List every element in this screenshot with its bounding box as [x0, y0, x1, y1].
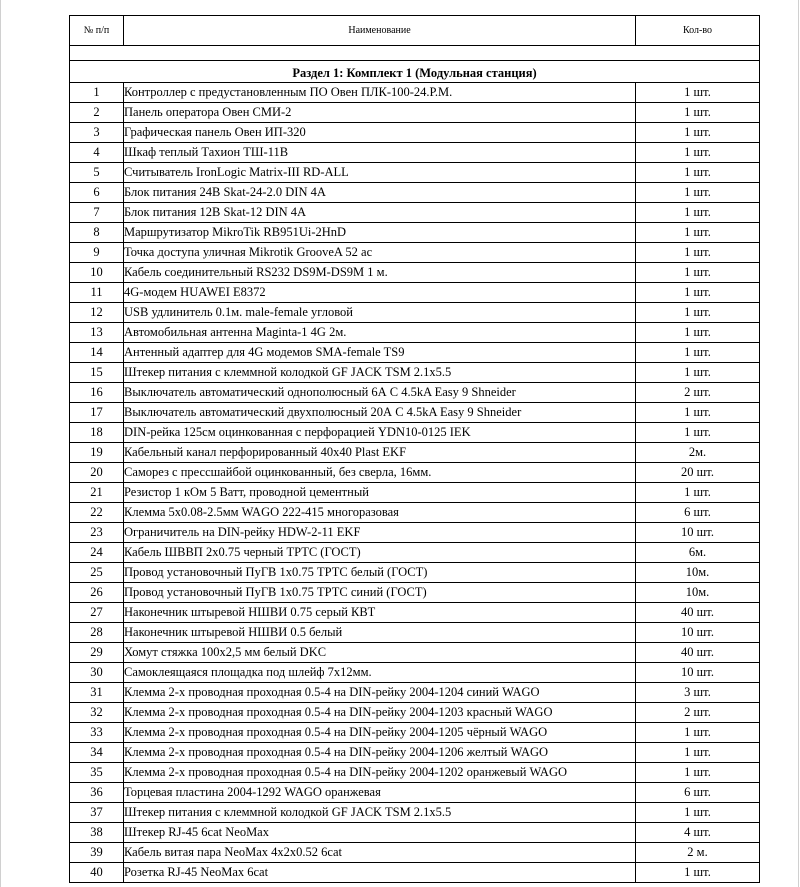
row-name: Штекер питания с клеммной колодкой GF JACK TSM 2.1x5.5 — [124, 363, 636, 383]
row-name: Кабель витая пара NeoMax 4x2x0.52 6cat — [124, 843, 636, 863]
row-quantity: 10м. — [636, 583, 760, 603]
row-name: Автомобильная антенна Maginta-1 4G 2м. — [124, 323, 636, 343]
row-quantity: 10 шт. — [636, 663, 760, 683]
row-name: Торцевая пластина 2004-1292 WAGO оранжевая — [124, 783, 636, 803]
row-quantity: 1 шт. — [636, 143, 760, 163]
table-row — [70, 363, 760, 383]
row-quantity: 40 шт. — [636, 603, 760, 623]
row-number: 2 — [70, 103, 124, 123]
table-row — [70, 403, 760, 423]
table-row — [70, 523, 760, 543]
row-quantity: 1 шт. — [636, 223, 760, 243]
table-row — [70, 223, 760, 243]
header-number: № п/п — [70, 16, 124, 46]
row-number: 31 — [70, 683, 124, 703]
row-name: Хомут стяжка 100х2,5 мм белый DKC — [124, 643, 636, 663]
spacer-cell — [70, 46, 760, 61]
row-quantity: 1 шт. — [636, 763, 760, 783]
row-name: Розетка RJ-45 NeoMax 6cat — [124, 863, 636, 883]
row-quantity: 1 шт. — [636, 743, 760, 763]
row-number: 19 — [70, 443, 124, 463]
row-quantity: 20 шт. — [636, 463, 760, 483]
row-number: 21 — [70, 483, 124, 503]
table-row — [70, 803, 760, 823]
row-name: Кабель соединительный RS232 DS9M-DS9M 1 м. — [124, 263, 636, 283]
row-number: 27 — [70, 603, 124, 623]
row-number: 38 — [70, 823, 124, 843]
row-number: 16 — [70, 383, 124, 403]
table-row — [70, 163, 760, 183]
table-row — [70, 583, 760, 603]
row-quantity: 1 шт. — [636, 863, 760, 883]
row-quantity: 6м. — [636, 543, 760, 563]
row-quantity: 1 шт. — [636, 163, 760, 183]
row-number: 6 — [70, 183, 124, 203]
table-row — [70, 323, 760, 343]
row-number: 20 — [70, 463, 124, 483]
table-row — [70, 723, 760, 743]
row-name: 4G-модем HUAWEI E8372 — [124, 283, 636, 303]
row-number: 39 — [70, 843, 124, 863]
row-name: Наконечник штыревой НШВИ 0.5 белый — [124, 623, 636, 643]
row-quantity: 1 шт. — [636, 403, 760, 423]
row-number: 34 — [70, 743, 124, 763]
row-name: Клемма 2-х проводная проходная 0.5-4 на DIN-рейку 2004-1204 синий WAGO — [124, 683, 636, 703]
row-quantity: 1 шт. — [636, 723, 760, 743]
spacer-row — [70, 46, 760, 61]
table-row — [70, 763, 760, 783]
row-name: Резистор 1 кОм 5 Ватт, проводной цементный — [124, 483, 636, 503]
row-number: 23 — [70, 523, 124, 543]
row-name: Точка доступа уличная Mikrotik GrooveA 52 ac — [124, 243, 636, 263]
table-row — [70, 343, 760, 363]
row-name: Ограничитель на DIN-рейку HDW-2-11 EKF — [124, 523, 636, 543]
row-number: 9 — [70, 243, 124, 263]
table-row — [70, 203, 760, 223]
row-name: Блок питания 12В Skat-12 DIN 4A — [124, 203, 636, 223]
table-header-row — [70, 16, 760, 46]
row-name: USB удлинитель 0.1м. male-female угловой — [124, 303, 636, 323]
row-name: DIN-рейка 125см оцинкованная с перфорацией YDN10-0125 IEK — [124, 423, 636, 443]
row-name: Кабельный канал перфорированный 40х40 Plast EKF — [124, 443, 636, 463]
table-row — [70, 123, 760, 143]
row-number: 30 — [70, 663, 124, 683]
table-row — [70, 743, 760, 763]
row-name: Панель оператора Овен СМИ-2 — [124, 103, 636, 123]
row-name: Считыватель IronLogic Matrix-III RD-ALL — [124, 163, 636, 183]
table-row — [70, 183, 760, 203]
row-number: 25 — [70, 563, 124, 583]
table-row — [70, 683, 760, 703]
table-row — [70, 503, 760, 523]
row-name: Штекер RJ-45 6cat NeoMax — [124, 823, 636, 843]
row-quantity: 1 шт. — [636, 103, 760, 123]
table-row — [70, 283, 760, 303]
table-row — [70, 263, 760, 283]
row-number: 33 — [70, 723, 124, 743]
row-number: 35 — [70, 763, 124, 783]
row-number: 13 — [70, 323, 124, 343]
row-quantity: 10м. — [636, 563, 760, 583]
row-quantity: 40 шт. — [636, 643, 760, 663]
row-quantity: 1 шт. — [636, 283, 760, 303]
header-quantity: Кол-во — [636, 16, 760, 46]
table-row — [70, 823, 760, 843]
row-number: 3 — [70, 123, 124, 143]
row-name: Клемма 2-х проводная проходная 0.5-4 на DIN-рейку 2004-1203 красный WAGO — [124, 703, 636, 723]
page-left-border — [0, 0, 1, 887]
row-quantity: 1 шт. — [636, 363, 760, 383]
row-quantity: 2 м. — [636, 843, 760, 863]
row-number: 24 — [70, 543, 124, 563]
row-number: 10 — [70, 263, 124, 283]
row-quantity: 1 шт. — [636, 483, 760, 503]
row-quantity: 3 шт. — [636, 683, 760, 703]
row-quantity: 1 шт. — [636, 343, 760, 363]
table-row — [70, 143, 760, 163]
row-number: 36 — [70, 783, 124, 803]
row-quantity: 1 шт. — [636, 83, 760, 103]
row-quantity: 1 шт. — [636, 243, 760, 263]
table-row — [70, 83, 760, 103]
row-number: 14 — [70, 343, 124, 363]
row-quantity: 10 шт. — [636, 623, 760, 643]
table-row — [70, 243, 760, 263]
row-number: 17 — [70, 403, 124, 423]
row-name: Штекер питания с клеммной колодкой GF JACK TSM 2.1x5.5 — [124, 803, 636, 823]
row-number: 1 — [70, 83, 124, 103]
table-row — [70, 783, 760, 803]
row-name: Самоклеящаяся площадка под шлейф 7х12мм. — [124, 663, 636, 683]
table-row — [70, 103, 760, 123]
row-number: 5 — [70, 163, 124, 183]
row-name: Наконечник штыревой НШВИ 0.75 серый КВТ — [124, 603, 636, 623]
specification-table — [69, 15, 760, 883]
row-number: 26 — [70, 583, 124, 603]
row-name: Антенный адаптер для 4G модемов SMA-female TS9 — [124, 343, 636, 363]
row-number: 29 — [70, 643, 124, 663]
table-row — [70, 703, 760, 723]
row-quantity: 1 шт. — [636, 323, 760, 343]
table-row — [70, 443, 760, 463]
table-row — [70, 643, 760, 663]
row-number: 32 — [70, 703, 124, 723]
row-quantity: 6 шт. — [636, 783, 760, 803]
row-name: Клемма 5х0.08-2.5мм WAGO 222-415 многоразовая — [124, 503, 636, 523]
header-name: Наименование — [124, 16, 636, 46]
row-number: 28 — [70, 623, 124, 643]
row-quantity: 10 шт. — [636, 523, 760, 543]
row-name: Клемма 2-х проводная проходная 0.5-4 на DIN-рейку 2004-1205 чёрный WAGO — [124, 723, 636, 743]
table-row — [70, 423, 760, 443]
row-number: 8 — [70, 223, 124, 243]
row-name: Графическая панель Овен ИП-320 — [124, 123, 636, 143]
row-quantity: 2м. — [636, 443, 760, 463]
row-name: Маршрутизатор MikroTik RB951Ui-2HnD — [124, 223, 636, 243]
row-name: Провод установочный ПуГВ 1х0.75 ТРТС синий (ГОСТ) — [124, 583, 636, 603]
row-number: 12 — [70, 303, 124, 323]
row-quantity: 1 шт. — [636, 423, 760, 443]
table-row — [70, 383, 760, 403]
row-quantity: 1 шт. — [636, 263, 760, 283]
row-quantity: 2 шт. — [636, 703, 760, 723]
row-quantity: 6 шт. — [636, 503, 760, 523]
table-row — [70, 543, 760, 563]
row-name: Провод установочный ПуГВ 1х0.75 ТРТС белый (ГОСТ) — [124, 563, 636, 583]
section-title: Раздел 1: Комплект 1 (Модульная станция) — [70, 61, 760, 83]
row-name: Саморез с прессшайбой оцинкованный, без сверла, 16мм. — [124, 463, 636, 483]
row-quantity: 4 шт. — [636, 823, 760, 843]
row-quantity: 2 шт. — [636, 383, 760, 403]
row-quantity: 1 шт. — [636, 183, 760, 203]
row-number: 37 — [70, 803, 124, 823]
row-quantity: 1 шт. — [636, 303, 760, 323]
row-quantity: 1 шт. — [636, 123, 760, 143]
table-row — [70, 603, 760, 623]
row-quantity: 1 шт. — [636, 203, 760, 223]
row-number: 4 — [70, 143, 124, 163]
table-row — [70, 303, 760, 323]
row-name: Клемма 2-х проводная проходная 0.5-4 на DIN-рейку 2004-1202 оранжевый WAGO — [124, 763, 636, 783]
row-name: Шкаф теплый Тахион ТШ-11В — [124, 143, 636, 163]
section-row — [70, 61, 760, 83]
row-number: 40 — [70, 863, 124, 883]
row-quantity: 1 шт. — [636, 803, 760, 823]
table-row — [70, 483, 760, 503]
row-name: Выключатель автоматический двухполюсный 20А С 4.5kA Easy 9 Shneider — [124, 403, 636, 423]
table-row — [70, 563, 760, 583]
row-name: Клемма 2-х проводная проходная 0.5-4 на DIN-рейку 2004-1206 желтый WAGO — [124, 743, 636, 763]
row-name: Блок питания 24В Skat-24-2.0 DIN 4A — [124, 183, 636, 203]
row-name: Выключатель автоматический однополюсный 6А С 4.5kA Easy 9 Shneider — [124, 383, 636, 403]
row-number: 15 — [70, 363, 124, 383]
row-number: 18 — [70, 423, 124, 443]
page-right-border — [798, 0, 799, 887]
row-name: Кабель ШВВП 2х0.75 черный ТРТС (ГОСТ) — [124, 543, 636, 563]
row-number: 7 — [70, 203, 124, 223]
table-row — [70, 663, 760, 683]
table-row — [70, 623, 760, 643]
table-row — [70, 843, 760, 863]
row-number: 22 — [70, 503, 124, 523]
row-number: 11 — [70, 283, 124, 303]
table-row — [70, 863, 760, 883]
row-name: Контроллер с предустановленным ПО Овен ПЛК-100-24.Р.М. — [124, 83, 636, 103]
table-row — [70, 463, 760, 483]
